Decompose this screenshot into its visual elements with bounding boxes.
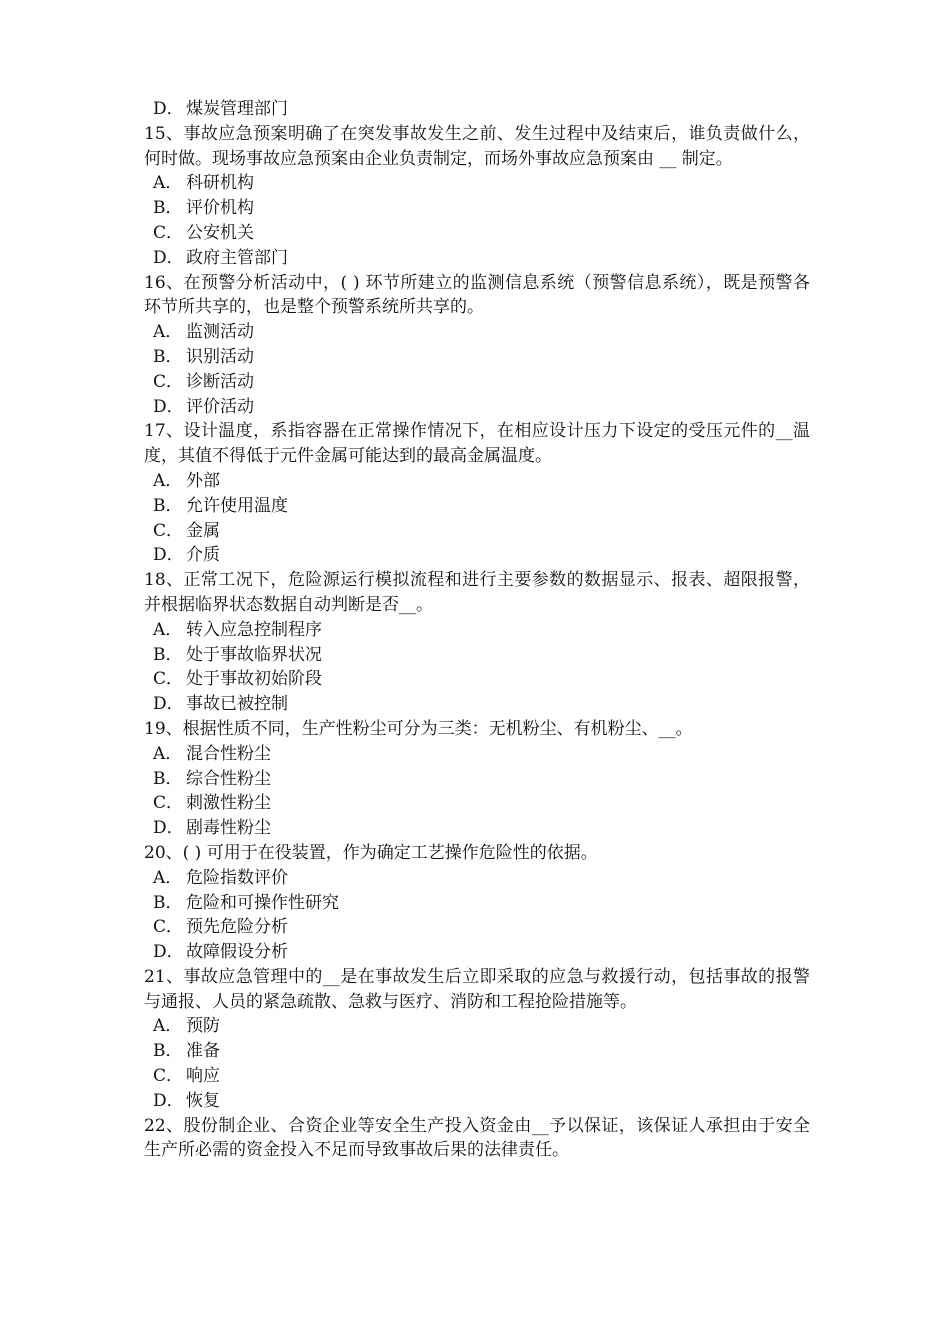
option-text: 危险指数评价 bbox=[186, 867, 288, 888]
option-text: 综合性粉尘 bbox=[186, 768, 271, 789]
option-letter: B． bbox=[153, 1041, 183, 1062]
answer-option bbox=[144, 791, 810, 816]
option-text: 科研机构 bbox=[186, 173, 254, 194]
option-text: 识别活动 bbox=[186, 346, 254, 367]
option-text: 预防 bbox=[186, 1016, 220, 1037]
option-text: 响应 bbox=[186, 1066, 220, 1087]
answer-option bbox=[144, 97, 810, 122]
option-text: 事故已被控制 bbox=[186, 694, 288, 715]
option-text: 准备 bbox=[186, 1041, 220, 1062]
option-letter: B． bbox=[153, 346, 183, 367]
answer-option bbox=[144, 171, 810, 196]
answer-option bbox=[144, 543, 810, 568]
option-text: 监测活动 bbox=[186, 322, 254, 343]
answer-option bbox=[144, 742, 810, 767]
answer-option bbox=[144, 345, 810, 370]
question-text: 22、股份制企业、合资企业等安全生产投入资金由__予以保证，该保证人承担由于安全生产所必需的资金投入不足而导致事故后果的法律责任。 bbox=[144, 1115, 810, 1161]
option-text: 恢复 bbox=[186, 1090, 220, 1111]
option-text: 危险和可操作性研究 bbox=[186, 892, 339, 913]
option-letter: A． bbox=[153, 867, 183, 888]
option-letter: B． bbox=[153, 198, 183, 219]
option-letter: D． bbox=[153, 545, 184, 566]
answer-option bbox=[144, 395, 810, 420]
option-text: 预先危险分析 bbox=[186, 917, 288, 938]
option-letter: C． bbox=[153, 1066, 184, 1087]
option-letter: C． bbox=[153, 793, 184, 814]
question-text: 19、根据性质不同，生产性粉尘可分为三类：无机粉尘、有机粉尘、__。 bbox=[144, 718, 693, 739]
option-letter: B． bbox=[153, 644, 183, 665]
document-body bbox=[144, 97, 810, 1163]
option-letter: C． bbox=[153, 917, 184, 938]
answer-option bbox=[144, 320, 810, 345]
answer-option bbox=[144, 667, 810, 692]
option-letter: B． bbox=[153, 495, 183, 516]
option-text: 政府主管部门 bbox=[186, 247, 288, 268]
option-letter: C． bbox=[153, 520, 184, 541]
option-text: 介质 bbox=[186, 545, 220, 566]
option-text: 刺激性粉尘 bbox=[186, 793, 271, 814]
question-text: 15、事故应急预案明确了在突发事故发生之前、发生过程中及结束后，谁负责做什么，何时做。现场事故应急预案由企业负责制定，而场外事故应急预案由 __ 制定。 bbox=[144, 123, 810, 169]
option-text: 故障假设分析 bbox=[186, 942, 288, 963]
answer-option bbox=[144, 618, 810, 643]
option-letter: A． bbox=[153, 1016, 183, 1037]
option-letter: D． bbox=[153, 694, 184, 715]
option-text: 剧毒性粉尘 bbox=[186, 818, 271, 839]
option-text: 处于事故临界状况 bbox=[186, 644, 322, 665]
option-text: 评价活动 bbox=[186, 396, 254, 417]
option-letter: B． bbox=[153, 768, 183, 789]
question-text: 20、( ) 可用于在役装置，作为确定工艺操作危险性的依据。 bbox=[144, 842, 598, 863]
option-letter: C． bbox=[153, 371, 184, 392]
option-letter: D． bbox=[153, 818, 184, 839]
option-letter: D． bbox=[153, 942, 184, 963]
question-text: 17、设计温度，系指容器在正常操作情况下，在相应设计压力下设定的受压元件的__温度，其值不得低于元件金属可能达到的最高金属温度。 bbox=[144, 421, 810, 467]
option-letter: D． bbox=[153, 1090, 184, 1111]
answer-option bbox=[144, 494, 810, 519]
option-text: 金属 bbox=[186, 520, 220, 541]
answer-option bbox=[144, 1039, 810, 1064]
option-letter: A． bbox=[153, 743, 183, 764]
option-letter: D． bbox=[153, 247, 184, 268]
answer-option bbox=[144, 891, 810, 916]
question-text: 18、正常工况下，危险源运行模拟流程和进行主要参数的数据显示、报表、超限报警，并根据临界状态数据自动判断是否__。 bbox=[144, 570, 810, 615]
answer-option bbox=[144, 469, 810, 494]
answer-option bbox=[144, 692, 810, 717]
answer-option bbox=[144, 1064, 810, 1089]
option-letter: D． bbox=[153, 99, 184, 119]
option-text: 处于事故初始阶段 bbox=[186, 669, 322, 690]
option-text: 诊断活动 bbox=[186, 371, 254, 392]
option-text: 公安机关 bbox=[186, 222, 254, 243]
answer-option bbox=[144, 246, 810, 271]
option-letter: A． bbox=[153, 619, 183, 640]
option-text: 允许使用温度 bbox=[186, 495, 288, 516]
answer-option bbox=[144, 816, 810, 841]
option-letter: A． bbox=[153, 470, 183, 491]
answer-option bbox=[144, 915, 810, 940]
answer-option bbox=[144, 1014, 810, 1039]
answer-option bbox=[144, 221, 810, 246]
option-text: 外部 bbox=[186, 470, 220, 491]
option-letter: C． bbox=[153, 669, 184, 690]
question-text: 21、事故应急管理中的__是在事故发生后立即采取的应急与救援行动，包括事故的报警与通报、人员的紧急疏散、急救与医疗、消防和工程抢险措施等。 bbox=[144, 966, 810, 1012]
answer-option bbox=[144, 1089, 810, 1114]
answer-option bbox=[144, 519, 810, 544]
option-letter: B． bbox=[153, 892, 183, 913]
option-text: 煤炭管理部门 bbox=[186, 99, 288, 119]
option-letter: A． bbox=[153, 173, 183, 194]
answer-option bbox=[144, 866, 810, 891]
answer-option bbox=[144, 643, 810, 668]
option-letter: C． bbox=[153, 222, 184, 243]
question-text: 16、在预警分析活动中，( ) 环节所建立的监测信息系统（预警信息系统），既是预警各环节所共享的，也是整个预警系统所共享的。 bbox=[144, 272, 810, 318]
answer-option bbox=[144, 940, 810, 965]
option-text: 混合性粉尘 bbox=[186, 743, 271, 764]
option-letter: A． bbox=[153, 322, 183, 343]
option-text: 评价机构 bbox=[186, 198, 254, 219]
answer-option bbox=[144, 196, 810, 221]
answer-option bbox=[144, 370, 810, 395]
answer-option bbox=[144, 767, 810, 792]
option-text: 转入应急控制程序 bbox=[186, 619, 322, 640]
option-letter: D． bbox=[153, 396, 184, 417]
